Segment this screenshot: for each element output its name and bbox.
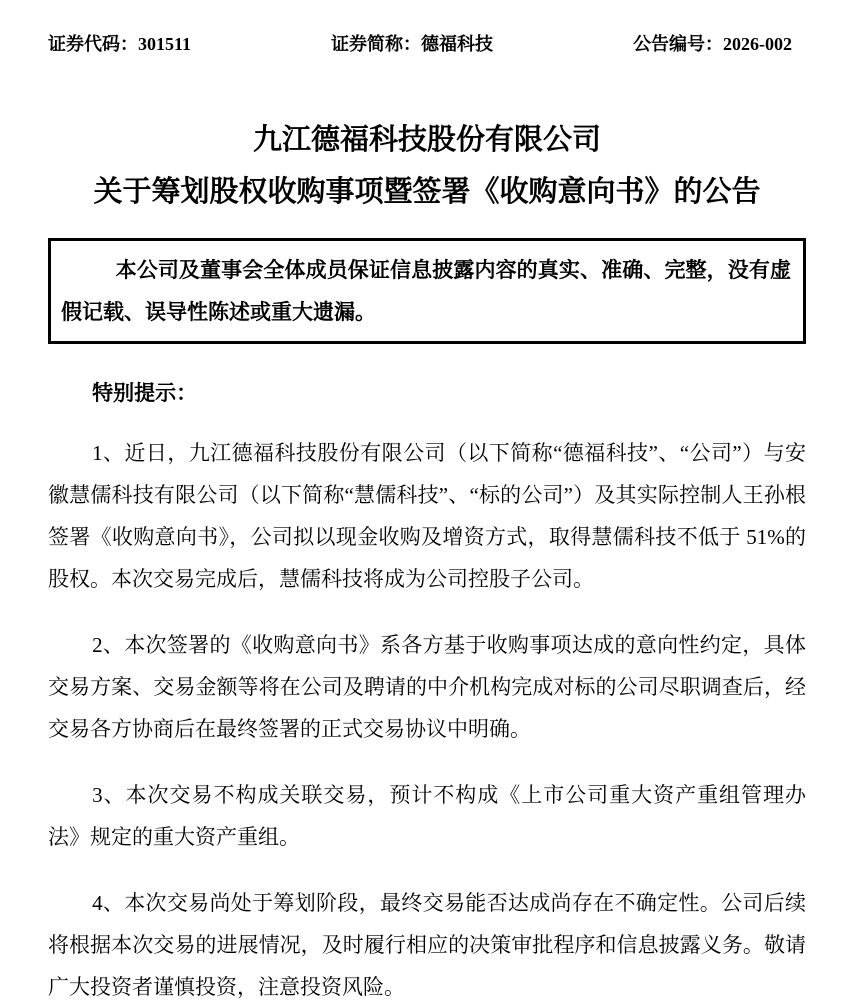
disclaimer-text: 本公司及董事会全体成员保证信息披露内容的真实、准确、完整，没有虚假记载、误导性陈述或重大遗漏。: [61, 258, 791, 324]
paragraph-4: 4、本次交易尚处于筹划阶段，最终交易能否达成尚存在不确定性。公司后续将根据本次交易的进展情况，及时履行相应的决策审批程序和信息披露义务。敬请广大投资者谨慎投资，注意投资风险。: [48, 891, 806, 999]
stock-code: 证券代码：301511: [48, 34, 192, 54]
stock-abbreviation: 证券简称：德福科技: [331, 34, 493, 54]
disclaimer-box: [48, 238, 806, 344]
document-header: [48, 30, 806, 56]
company-name-title: 九江德福科技股份有限公司: [252, 124, 601, 156]
paragraph-3: 3、本次交易不构成关联交易，预计不构成《上市公司重大资产重组管理办法》规定的重大资产重组。: [48, 783, 806, 849]
announcement-number: 公告编号：2026-002: [632, 34, 792, 54]
special-notice-heading: 特别提示：: [92, 381, 198, 405]
paragraph-2: 2、本次签署的《收购意向书》系各方基于收购事项达成的意向性约定，具体交易方案、交易金额等将在公司及聘请的中介机构完成对标的公司尽职调查后，经交易各方协商后在最终签署的正式交易协议中明确。: [48, 633, 806, 741]
paragraph-1: 1、近日，九江德福科技股份有限公司（以下简称“德福科技”、“公司”）与安徽慧儒科技有限公司（以下简称“慧儒科技”、“标的公司”）及其实际控制人王孙根签署《收购意向书》，公司拟以现金收购及增资方式，取得慧儒科技不低于 51%的股权。本次交易完成后，慧儒科技将成为公司控股子公司。: [48, 441, 806, 591]
announcement-title: 关于筹划股权收购事项暨签署《收购意向书》的公告: [93, 176, 761, 208]
